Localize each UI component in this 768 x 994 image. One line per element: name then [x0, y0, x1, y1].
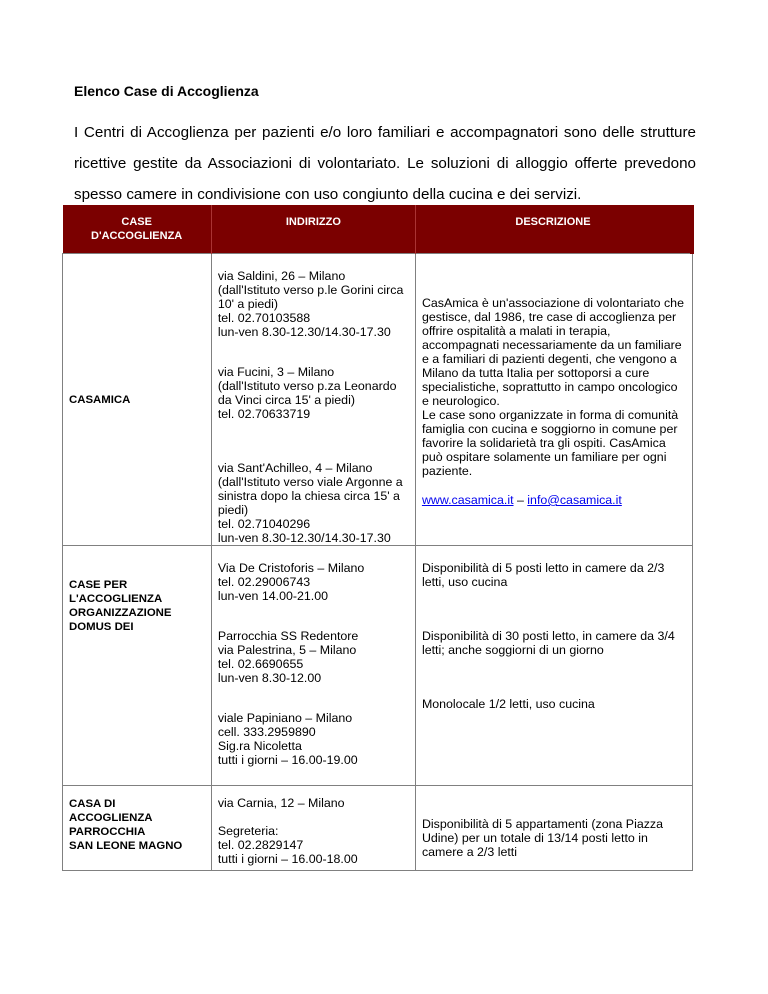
leone-description-cell — [415, 786, 692, 871]
domus-address-1: Via De Cristoforis – Milano tel. 02.29006743 lun-ven 14.00-21.00 — [217, 561, 365, 603]
leone-address-1: via Carnia, 12 – Milano — [217, 796, 345, 810]
header-indirizzo-label: INDIRIZZO — [285, 216, 341, 228]
casamica-address-2: via Fucini, 3 – Milano (dall'Istituto verso p.za Leonardo da Vinci circa 15' a piedi) tel. 02.70633719 — [217, 365, 397, 421]
casamica-address-1: via Saldini, 26 – Milano (dall'Istituto verso p.le Gorini circa 10' a piedi) tel. 02.70103588 lun-ven 8.30-12.30/14.30-17.30 — [217, 269, 404, 339]
domus-name-cell — [63, 546, 212, 786]
casamica-name: CASAMICA — [69, 393, 131, 406]
accommodation-table — [62, 205, 694, 871]
leone-address-2: Segreteria: tel. 02.2829147 tutti i giorni – 16.00-18.00 — [217, 824, 358, 866]
domus-description-cell — [415, 546, 692, 786]
table-row-domus-dei — [63, 546, 693, 786]
link-separator: – — [513, 493, 528, 507]
table-row-san-leone — [63, 786, 693, 871]
domus-address-3: viale Papiniano – Milano cell. 333.2959890 Sig.ra Nicoletta tutti i giorni – 16.00-19.00 — [217, 711, 358, 767]
domus-description-1: Disponibilità di 5 posti letto in camere da 2/3 letti, uso cucina — [421, 561, 665, 589]
casamica-name-cell — [63, 254, 212, 546]
casamica-address-3: via Sant'Achilleo, 4 – Milano (dall'Istituto verso viale Argonne a sinistra dopo la chiesa circa 15' a piedi) tel. 02.71040296 lun-ven 8.30-12.30/14.30-17.30 — [217, 461, 403, 545]
casamica-links — [422, 493, 686, 507]
leone-name: CASA DI ACCOGLIENZA PARROCCHIA SAN LEONE MAGNO — [69, 798, 183, 852]
header-indirizzo — [211, 205, 415, 254]
table-row-casamica — [63, 254, 693, 546]
header-case-label: CASE D'ACCOGLIENZA — [91, 216, 183, 242]
casamica-description: CasAmica è un'associazione di volontariato che gestisce, dal 1986, tre case di accoglienza per offrire ospitalità a malati in terapia, accompagnati necessariamente da un familiare e a familiari di pazienti degenti, che vengono a Milano da tutta Italia per sottoporsi a cure specialistiche, soprattutto in campo oncologico e neurologico. Le case sono organizzate in forma di comunità famiglia con cucina e soggiorno in comune per favorire la solidarietà tra gli ospiti. CasAmica può ospitare solamente un familiare per ogni paziente. — [421, 296, 684, 478]
casamica-description-cell — [415, 254, 692, 546]
domus-description-2: Disponibilità di 30 posti letto, in camere da 3/4 letti; anche soggiorni di un giorno — [421, 629, 675, 657]
leone-name-cell — [63, 786, 212, 871]
casamica-address-cell — [211, 254, 415, 546]
leone-address-cell — [211, 786, 415, 871]
header-descrizione-label: DESCRIZIONE — [515, 216, 591, 228]
casamica-website-link[interactable]: www.casamica.it — [421, 493, 514, 507]
table-header-row — [63, 205, 693, 254]
document-title: Elenco Case di Accoglienza — [74, 83, 259, 99]
leone-description: Disponibilità di 5 appartamenti (zona Piazza Udine) per un totale di 13/14 posti letto in camere a 2/3 letti — [421, 817, 663, 859]
domus-address-2: Parrocchia SS Redentore via Palestrina, 5 – Milano tel. 02.6690655 lun-ven 8.30-12.00 — [217, 629, 359, 685]
intro-paragraph: I Centri di Accoglienza per pazienti e/o loro familiari e accompagnatori sono delle strutture ricettive gestite da Associazioni di volontariato. Le soluzioni di alloggio offerte prevedono spesso camere in condivisione con uso congiunto della cucina e dei servizi. — [74, 124, 696, 203]
domus-description-3: Monolocale 1/2 letti, uso cucina — [421, 697, 595, 711]
domus-name: CASE PER L'ACCOGLIENZA ORGANIZZAZIONE DOMUS DEI — [69, 579, 172, 633]
header-descrizione — [415, 205, 692, 254]
header-case — [63, 205, 212, 254]
casamica-email-link[interactable]: info@casamica.it — [527, 493, 622, 507]
domus-address-cell — [211, 546, 415, 786]
